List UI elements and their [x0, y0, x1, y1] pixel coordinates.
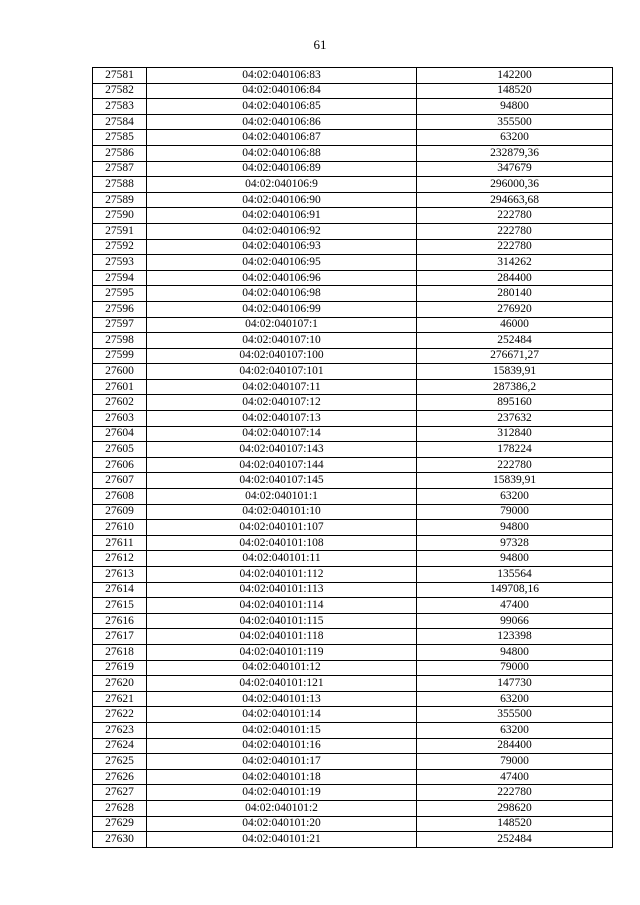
cadastral-number-cell: 04:02:040101:21 [147, 832, 417, 848]
row-number-cell: 27629 [93, 816, 147, 832]
row-number-cell: 27599 [93, 348, 147, 364]
value-cell: 148520 [417, 816, 613, 832]
row-number-cell: 27590 [93, 208, 147, 224]
value-cell: 79000 [417, 504, 613, 520]
cadastral-number-cell: 04:02:040107:143 [147, 442, 417, 458]
cadastral-number-cell: 04:02:040101:14 [147, 707, 417, 723]
cadastral-number-cell: 04:02:040101:13 [147, 691, 417, 707]
table-row [93, 395, 613, 411]
row-number-cell: 27588 [93, 177, 147, 193]
row-number-cell: 27616 [93, 613, 147, 629]
value-cell: 347679 [417, 161, 613, 177]
cadastral-number-cell: 04:02:040106:83 [147, 68, 417, 84]
row-number-cell: 27595 [93, 286, 147, 302]
row-number-cell: 27630 [93, 832, 147, 848]
cadastral-number-cell: 04:02:040106:88 [147, 145, 417, 161]
cadastral-number-cell: 04:02:040101:15 [147, 722, 417, 738]
row-number-cell: 27625 [93, 754, 147, 770]
value-cell: 123398 [417, 629, 613, 645]
row-number-cell: 27605 [93, 442, 147, 458]
table-row [93, 613, 613, 629]
cadastral-number-cell: 04:02:040107:13 [147, 411, 417, 427]
row-number-cell: 27593 [93, 255, 147, 271]
table-row [93, 286, 613, 302]
cadastral-number-cell: 04:02:040101:108 [147, 535, 417, 551]
cadastral-number-cell: 04:02:040107:11 [147, 379, 417, 395]
cadastral-number-cell: 04:02:040101:17 [147, 754, 417, 770]
row-number-cell: 27597 [93, 317, 147, 333]
cadastral-number-cell: 04:02:040107:14 [147, 426, 417, 442]
value-cell: 284400 [417, 270, 613, 286]
value-cell: 94800 [417, 99, 613, 115]
cadastral-number-cell: 04:02:040107:1 [147, 317, 417, 333]
table-row [93, 785, 613, 801]
table-row [93, 582, 613, 598]
table-row [93, 68, 613, 84]
row-number-cell: 27610 [93, 520, 147, 536]
row-number-cell: 27623 [93, 722, 147, 738]
table-row [93, 223, 613, 239]
table-row [93, 832, 613, 848]
row-number-cell: 27602 [93, 395, 147, 411]
cadastral-number-cell: 04:02:040101:119 [147, 644, 417, 660]
value-cell: 276671,27 [417, 348, 613, 364]
row-number-cell: 27607 [93, 473, 147, 489]
row-number-cell: 27615 [93, 598, 147, 614]
cadastral-number-cell: 04:02:040101:12 [147, 660, 417, 676]
cadastral-number-cell: 04:02:040101:118 [147, 629, 417, 645]
cadastral-number-cell: 04:02:040107:10 [147, 333, 417, 349]
page-number: 61 [313, 37, 327, 52]
cadastral-number-cell: 04:02:040107:145 [147, 473, 417, 489]
row-number-cell: 27592 [93, 239, 147, 255]
value-cell: 222780 [417, 208, 613, 224]
table-row [93, 520, 613, 536]
value-cell: 252484 [417, 832, 613, 848]
table-row [93, 769, 613, 785]
row-number-cell: 27618 [93, 644, 147, 660]
table-row [93, 411, 613, 427]
table-row [93, 348, 613, 364]
table-row [93, 192, 613, 208]
table-row [93, 239, 613, 255]
cadastral-number-cell: 04:02:040101:11 [147, 551, 417, 567]
row-number-cell: 27608 [93, 489, 147, 505]
table-row [93, 333, 613, 349]
cadastral-number-cell: 04:02:040106:89 [147, 161, 417, 177]
row-number-cell: 27604 [93, 426, 147, 442]
row-number-cell: 27614 [93, 582, 147, 598]
table-row [93, 816, 613, 832]
table-row [93, 722, 613, 738]
table-row [93, 301, 613, 317]
cadastral-number-cell: 04:02:040101:115 [147, 613, 417, 629]
cadastral-number-cell: 04:02:040107:12 [147, 395, 417, 411]
value-cell: 147730 [417, 676, 613, 692]
row-number-cell: 27621 [93, 691, 147, 707]
row-number-cell: 27589 [93, 192, 147, 208]
table-row [93, 426, 613, 442]
row-number-cell: 27612 [93, 551, 147, 567]
cadastral-number-cell: 04:02:040106:86 [147, 114, 417, 130]
table-row [93, 208, 613, 224]
table-row [93, 114, 613, 130]
row-number-cell: 27613 [93, 567, 147, 583]
table-row [93, 364, 613, 380]
cadastral-number-cell: 04:02:040106:85 [147, 99, 417, 115]
cadastral-number-cell: 04:02:040106:93 [147, 239, 417, 255]
value-cell: 46000 [417, 317, 613, 333]
row-number-cell: 27601 [93, 379, 147, 395]
row-number-cell: 27611 [93, 535, 147, 551]
table-row [93, 489, 613, 505]
table-row [93, 551, 613, 567]
row-number-cell: 27603 [93, 411, 147, 427]
table-row [93, 629, 613, 645]
table-row [93, 83, 613, 99]
table-row [93, 473, 613, 489]
cadastral-number-cell: 04:02:040106:84 [147, 83, 417, 99]
table-row [93, 738, 613, 754]
cadastral-number-cell: 04:02:040107:144 [147, 457, 417, 473]
row-number-cell: 27620 [93, 676, 147, 692]
cadastral-number-cell: 04:02:040106:95 [147, 255, 417, 271]
value-cell: 355500 [417, 114, 613, 130]
table-row [93, 707, 613, 723]
value-cell: 287386,2 [417, 379, 613, 395]
value-cell: 294663,68 [417, 192, 613, 208]
cadastral-number-cell: 04:02:040106:98 [147, 286, 417, 302]
table-row [93, 457, 613, 473]
row-number-cell: 27622 [93, 707, 147, 723]
value-cell: 222780 [417, 239, 613, 255]
cadastral-number-cell: 04:02:040106:91 [147, 208, 417, 224]
table-row [93, 660, 613, 676]
value-cell: 276920 [417, 301, 613, 317]
value-cell: 94800 [417, 644, 613, 660]
value-cell: 79000 [417, 660, 613, 676]
value-cell: 47400 [417, 598, 613, 614]
value-cell: 178224 [417, 442, 613, 458]
cadastral-number-cell: 04:02:040101:1 [147, 489, 417, 505]
row-number-cell: 27581 [93, 68, 147, 84]
value-cell: 232879,36 [417, 145, 613, 161]
table-row [93, 270, 613, 286]
row-number-cell: 27619 [93, 660, 147, 676]
table-row [93, 161, 613, 177]
value-cell: 94800 [417, 520, 613, 536]
row-number-cell: 27617 [93, 629, 147, 645]
table-row [93, 504, 613, 520]
value-cell: 142200 [417, 68, 613, 84]
value-cell: 63200 [417, 489, 613, 505]
table-row [93, 535, 613, 551]
table-row [93, 800, 613, 816]
cadastral-number-cell: 04:02:040101:121 [147, 676, 417, 692]
cadastral-number-cell: 04:02:040101:114 [147, 598, 417, 614]
row-number-cell: 27591 [93, 223, 147, 239]
row-number-cell: 27628 [93, 800, 147, 816]
cadastral-number-cell: 04:02:040107:100 [147, 348, 417, 364]
value-cell: 280140 [417, 286, 613, 302]
value-cell: 47400 [417, 769, 613, 785]
cadastral-number-cell: 04:02:040101:113 [147, 582, 417, 598]
table-row [93, 177, 613, 193]
table-row [93, 644, 613, 660]
cadastral-number-cell: 04:02:040106:87 [147, 130, 417, 146]
registry-table-body [93, 68, 613, 848]
value-cell: 63200 [417, 691, 613, 707]
row-number-cell: 27598 [93, 333, 147, 349]
value-cell: 15839,91 [417, 473, 613, 489]
table-row [93, 99, 613, 115]
row-number-cell: 27582 [93, 83, 147, 99]
registry-table [92, 67, 613, 848]
table-row [93, 442, 613, 458]
value-cell: 298620 [417, 800, 613, 816]
cadastral-number-cell: 04:02:040107:101 [147, 364, 417, 380]
cadastral-number-cell: 04:02:040106:96 [147, 270, 417, 286]
table-row [93, 691, 613, 707]
table-row [93, 255, 613, 271]
row-number-cell: 27624 [93, 738, 147, 754]
table-row [93, 754, 613, 770]
row-number-cell: 27584 [93, 114, 147, 130]
row-number-cell: 27627 [93, 785, 147, 801]
row-number-cell: 27600 [93, 364, 147, 380]
table-row [93, 379, 613, 395]
row-number-cell: 27609 [93, 504, 147, 520]
cadastral-number-cell: 04:02:040101:107 [147, 520, 417, 536]
value-cell: 79000 [417, 754, 613, 770]
value-cell: 252484 [417, 333, 613, 349]
table-row [93, 145, 613, 161]
row-number-cell: 27594 [93, 270, 147, 286]
value-cell: 99066 [417, 613, 613, 629]
value-cell: 296000,36 [417, 177, 613, 193]
cadastral-number-cell: 04:02:040101:19 [147, 785, 417, 801]
value-cell: 135564 [417, 567, 613, 583]
value-cell: 97328 [417, 535, 613, 551]
table-row [93, 676, 613, 692]
table-row [93, 567, 613, 583]
value-cell: 63200 [417, 722, 613, 738]
cadastral-number-cell: 04:02:040101:10 [147, 504, 417, 520]
cadastral-number-cell: 04:02:040101:20 [147, 816, 417, 832]
value-cell: 149708,16 [417, 582, 613, 598]
value-cell: 355500 [417, 707, 613, 723]
cadastral-number-cell: 04:02:040106:92 [147, 223, 417, 239]
row-number-cell: 27587 [93, 161, 147, 177]
value-cell: 94800 [417, 551, 613, 567]
value-cell: 314262 [417, 255, 613, 271]
row-number-cell: 27585 [93, 130, 147, 146]
cadastral-number-cell: 04:02:040101:16 [147, 738, 417, 754]
cadastral-number-cell: 04:02:040101:112 [147, 567, 417, 583]
table-row [93, 130, 613, 146]
value-cell: 63200 [417, 130, 613, 146]
row-number-cell: 27583 [93, 99, 147, 115]
row-number-cell: 27626 [93, 769, 147, 785]
row-number-cell: 27596 [93, 301, 147, 317]
value-cell: 312840 [417, 426, 613, 442]
row-number-cell: 27606 [93, 457, 147, 473]
cadastral-number-cell: 04:02:040106:99 [147, 301, 417, 317]
table-row [93, 598, 613, 614]
cadastral-number-cell: 04:02:040101:18 [147, 769, 417, 785]
value-cell: 895160 [417, 395, 613, 411]
value-cell: 222780 [417, 223, 613, 239]
cadastral-number-cell: 04:02:040106:9 [147, 177, 417, 193]
cadastral-number-cell: 04:02:040101:2 [147, 800, 417, 816]
cadastral-number-cell: 04:02:040106:90 [147, 192, 417, 208]
row-number-cell: 27586 [93, 145, 147, 161]
value-cell: 222780 [417, 457, 613, 473]
value-cell: 15839,91 [417, 364, 613, 380]
value-cell: 284400 [417, 738, 613, 754]
value-cell: 222780 [417, 785, 613, 801]
value-cell: 148520 [417, 83, 613, 99]
table-row [93, 317, 613, 333]
value-cell: 237632 [417, 411, 613, 427]
